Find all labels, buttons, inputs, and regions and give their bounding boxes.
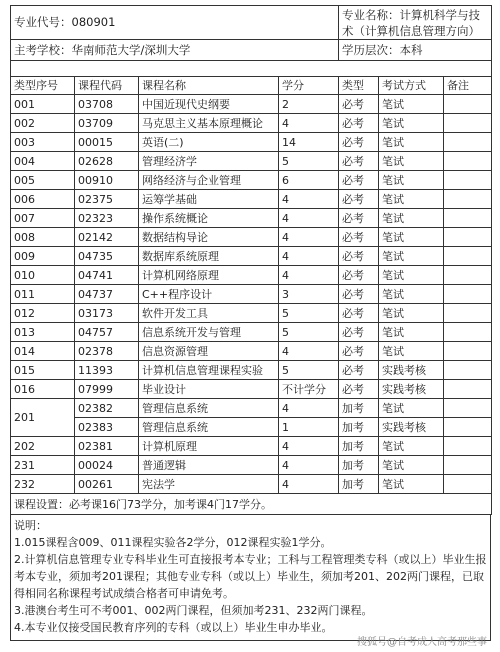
- cell-remark: [444, 456, 492, 475]
- cell-name: 运筹学基础: [139, 190, 279, 209]
- cell-name: 中国近现代史纲要: [139, 95, 279, 114]
- table-row: [11, 266, 492, 285]
- cell-name: 数据结构导论: [139, 228, 279, 247]
- table-row: [11, 380, 492, 399]
- cell-type: 加考: [339, 456, 379, 475]
- cell-credit: 2: [279, 95, 339, 114]
- cell-remark: [444, 475, 492, 494]
- table-row: [11, 209, 492, 228]
- cell-credit: 不计学分: [279, 380, 339, 399]
- education-level: 学历层次：本科: [339, 40, 492, 61]
- cell-code: 02382: [75, 399, 139, 418]
- cell-exam: 笔试: [379, 152, 444, 171]
- cell-remark: [444, 190, 492, 209]
- cell-exam: 笔试: [379, 285, 444, 304]
- cell-credit: 1: [279, 418, 339, 437]
- cell-code: 11393: [75, 361, 139, 380]
- cell-remark: [444, 95, 492, 114]
- cell-credit: 14: [279, 133, 339, 152]
- cell-code: 03709: [75, 114, 139, 133]
- cell-name: 管理信息系统: [139, 418, 279, 437]
- cell-name: 计算机信息管理课程实验: [139, 361, 279, 380]
- cell-credit: 4: [279, 114, 339, 133]
- cell-name: 网络经济与企业管理: [139, 171, 279, 190]
- cell-exam: 笔试: [379, 323, 444, 342]
- cell-type: 加考: [339, 418, 379, 437]
- cell-seq: 002: [11, 114, 75, 133]
- cell-type: 必考: [339, 95, 379, 114]
- cell-exam: 笔试: [379, 475, 444, 494]
- table-row: [11, 323, 492, 342]
- cell-exam: 实践考核: [379, 380, 444, 399]
- cell-name: 计算机网络原理: [139, 266, 279, 285]
- cell-seq: 007: [11, 209, 75, 228]
- cell-exam: 笔试: [379, 437, 444, 456]
- cell-seq: 003: [11, 133, 75, 152]
- cell-remark: [444, 152, 492, 171]
- cell-code: 00261: [75, 475, 139, 494]
- cell-seq: 011: [11, 285, 75, 304]
- table-row: [11, 171, 492, 190]
- table-row: [11, 418, 492, 437]
- cell-type: 加考: [339, 399, 379, 418]
- cell-credit: 4: [279, 266, 339, 285]
- cell-exam: 笔试: [379, 456, 444, 475]
- cell-type: 必考: [339, 266, 379, 285]
- cell-credit: 5: [279, 152, 339, 171]
- cell-name: 计算机原理: [139, 437, 279, 456]
- cell-name: 马克思主义基本原理概论: [139, 114, 279, 133]
- cell-seq: 201: [11, 399, 75, 437]
- cell-remark: [444, 323, 492, 342]
- cell-remark: [444, 133, 492, 152]
- cell-credit: 5: [279, 304, 339, 323]
- cell-remark: [444, 247, 492, 266]
- cell-seq: 006: [11, 190, 75, 209]
- col-header-exam: 考试方式: [379, 77, 444, 95]
- cell-credit: 4: [279, 437, 339, 456]
- note-item: 2.计算机信息管理专业专科毕业生可直接报考本专业；工科与工程管理类专科（或以上）毕业生报考本专业，须加考201课程；其他专业专科（或以上）毕业生，须加考201、202两门课程，已取得相同名称课程考试成绩合格者可申请免考。: [14, 553, 487, 600]
- cell-type: 必考: [339, 171, 379, 190]
- cell-name: 管理经济学: [139, 152, 279, 171]
- cell-seq: 001: [11, 95, 75, 114]
- major-info-table: [10, 5, 492, 515]
- cell-remark: [444, 304, 492, 323]
- cell-name: 宪法学: [139, 475, 279, 494]
- table-row: [11, 304, 492, 323]
- table-row: [11, 95, 492, 114]
- cell-name: 英语(二): [139, 133, 279, 152]
- cell-seq: 008: [11, 228, 75, 247]
- cell-exam: 实践考核: [379, 361, 444, 380]
- cell-exam: 笔试: [379, 247, 444, 266]
- cell-code: 04757: [75, 323, 139, 342]
- cell-seq: 016: [11, 380, 75, 399]
- cell-credit: 4: [279, 456, 339, 475]
- cell-name: C++程序设计: [139, 285, 279, 304]
- cell-name: 软件开发工具: [139, 304, 279, 323]
- cell-seq: 231: [11, 456, 75, 475]
- col-header-seq: 类型序号: [11, 77, 75, 95]
- course-plan-document: [10, 5, 491, 641]
- cell-code: 02381: [75, 437, 139, 456]
- cell-credit: 4: [279, 247, 339, 266]
- cell-exam: 笔试: [379, 190, 444, 209]
- watermark: 搜狐号@自考成人高考那些事: [357, 637, 487, 648]
- cell-exam: 笔试: [379, 114, 444, 133]
- col-header-code: 课程代码: [75, 77, 139, 95]
- cell-code: 02378: [75, 342, 139, 361]
- col-header-name: 课程名称: [139, 77, 279, 95]
- table-row: [11, 114, 492, 133]
- note-item: 4.本专业仅接受国民教育序列的专科（或以上）毕业生申办毕业。: [14, 621, 333, 634]
- cell-type: 必考: [339, 152, 379, 171]
- cell-exam: 笔试: [379, 399, 444, 418]
- cell-code: 02375: [75, 190, 139, 209]
- note-item: 1.015课程含009、011课程实验各2学分，012课程实验1学分。: [14, 536, 332, 549]
- exam-school: 主考学校：华南师范大学/深圳大学: [11, 40, 339, 61]
- cell-seq: 232: [11, 475, 75, 494]
- cell-code: 04737: [75, 285, 139, 304]
- cell-type: 必考: [339, 114, 379, 133]
- cell-type: 必考: [339, 323, 379, 342]
- cell-type: 加考: [339, 437, 379, 456]
- table-row: [11, 133, 492, 152]
- col-header-credit: 学分: [279, 77, 339, 95]
- cell-credit: 4: [279, 342, 339, 361]
- cell-exam: 实践考核: [379, 418, 444, 437]
- table-row: [11, 247, 492, 266]
- course-setting: 课程设置：必考课16门73学分，加考课4门17学分。: [11, 494, 492, 515]
- cell-type: 必考: [339, 342, 379, 361]
- cell-seq: 013: [11, 323, 75, 342]
- cell-name: 毕业设计: [139, 380, 279, 399]
- cell-type: 必考: [339, 228, 379, 247]
- cell-remark: [444, 342, 492, 361]
- cell-exam: 笔试: [379, 342, 444, 361]
- cell-remark: [444, 209, 492, 228]
- cell-name: 信息系统开发与管理: [139, 323, 279, 342]
- cell-code: 03708: [75, 95, 139, 114]
- major-name: 专业名称：计算机科学与技术（计算机信息管理方向）: [339, 6, 492, 40]
- cell-credit: 5: [279, 361, 339, 380]
- cell-remark: [444, 399, 492, 418]
- cell-remark: [444, 361, 492, 380]
- cell-exam: 笔试: [379, 266, 444, 285]
- cell-code: 02628: [75, 152, 139, 171]
- cell-code: 02323: [75, 209, 139, 228]
- cell-name: 管理信息系统: [139, 399, 279, 418]
- column-header-row: [11, 77, 492, 95]
- cell-type: 必考: [339, 190, 379, 209]
- cell-type: 必考: [339, 209, 379, 228]
- table-row: [11, 437, 492, 456]
- cell-type: 必考: [339, 361, 379, 380]
- cell-exam: 笔试: [379, 95, 444, 114]
- cell-seq: 004: [11, 152, 75, 171]
- cell-seq: 012: [11, 304, 75, 323]
- major-code: 专业代号：080901: [11, 6, 339, 40]
- cell-seq: 010: [11, 266, 75, 285]
- cell-code: 00910: [75, 171, 139, 190]
- cell-type: 必考: [339, 285, 379, 304]
- notes-section: [10, 515, 491, 641]
- cell-credit: 4: [279, 228, 339, 247]
- cell-name: 普通逻辑: [139, 456, 279, 475]
- cell-credit: 3: [279, 285, 339, 304]
- cell-code: 04735: [75, 247, 139, 266]
- note-item: 3.港澳台考生可不考001、002两门课程，但须加考231、232两门课程。: [14, 604, 373, 617]
- cell-remark: [444, 418, 492, 437]
- cell-credit: 4: [279, 475, 339, 494]
- cell-code: 02383: [75, 418, 139, 437]
- cell-remark: [444, 228, 492, 247]
- cell-type: 加考: [339, 475, 379, 494]
- cell-remark: [444, 171, 492, 190]
- col-header-remark: 备注: [444, 77, 492, 95]
- cell-remark: [444, 114, 492, 133]
- cell-code: 07999: [75, 380, 139, 399]
- cell-remark: [444, 380, 492, 399]
- cell-code: 04741: [75, 266, 139, 285]
- cell-remark: [444, 285, 492, 304]
- cell-type: 必考: [339, 380, 379, 399]
- cell-seq: 009: [11, 247, 75, 266]
- cell-credit: 6: [279, 171, 339, 190]
- cell-exam: 笔试: [379, 228, 444, 247]
- cell-exam: 笔试: [379, 209, 444, 228]
- notes-title: 说明：: [14, 519, 47, 532]
- table-row: [11, 342, 492, 361]
- table-row: [11, 228, 492, 247]
- cell-seq: 014: [11, 342, 75, 361]
- cell-credit: 4: [279, 399, 339, 418]
- cell-code: 02142: [75, 228, 139, 247]
- cell-type: 必考: [339, 304, 379, 323]
- table-row: [11, 475, 492, 494]
- table-row: [11, 190, 492, 209]
- cell-seq: 005: [11, 171, 75, 190]
- cell-seq: 202: [11, 437, 75, 456]
- cell-remark: [444, 266, 492, 285]
- table-row: [11, 456, 492, 475]
- cell-exam: 笔试: [379, 133, 444, 152]
- cell-code: 03173: [75, 304, 139, 323]
- cell-credit: 4: [279, 190, 339, 209]
- cell-exam: 笔试: [379, 171, 444, 190]
- cell-remark: [444, 437, 492, 456]
- cell-credit: 4: [279, 209, 339, 228]
- cell-type: 必考: [339, 247, 379, 266]
- col-header-type: 类型: [339, 77, 379, 95]
- cell-type: 必考: [339, 133, 379, 152]
- blank-row: [11, 61, 492, 77]
- cell-credit: 5: [279, 323, 339, 342]
- cell-name: 信息资源管理: [139, 342, 279, 361]
- cell-code: 00024: [75, 456, 139, 475]
- cell-code: 00015: [75, 133, 139, 152]
- table-row: [11, 285, 492, 304]
- table-row: [11, 152, 492, 171]
- cell-name: 操作系统概论: [139, 209, 279, 228]
- cell-name: 数据库系统原理: [139, 247, 279, 266]
- table-row: [11, 361, 492, 380]
- cell-seq: 015: [11, 361, 75, 380]
- cell-exam: 笔试: [379, 304, 444, 323]
- table-row: [11, 399, 492, 418]
